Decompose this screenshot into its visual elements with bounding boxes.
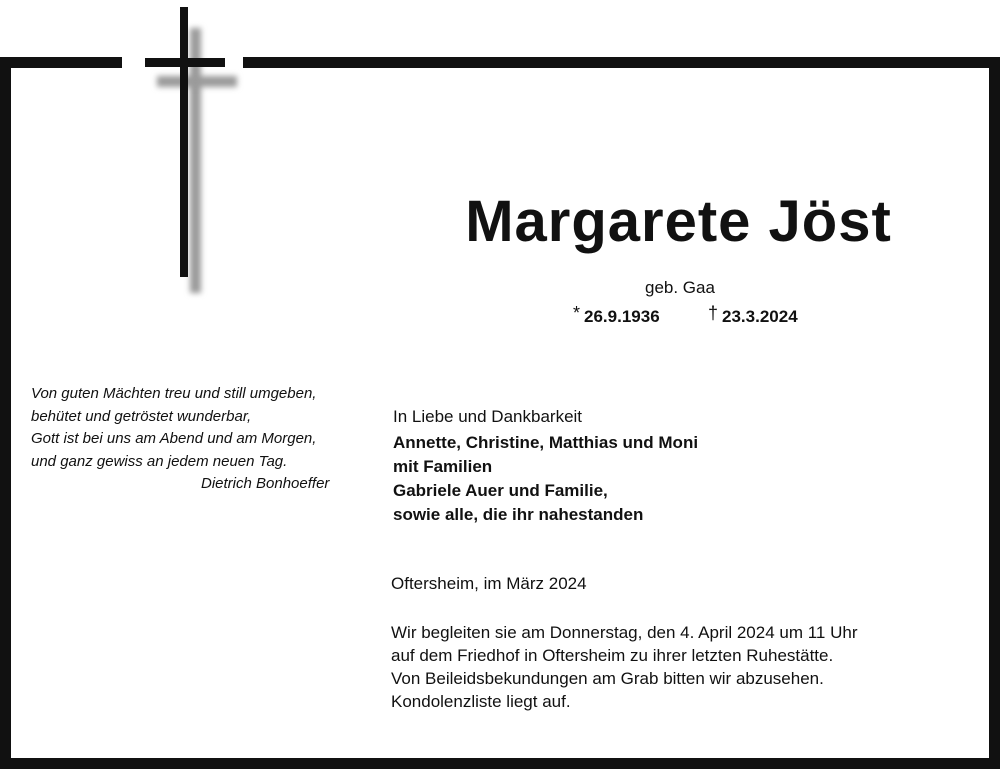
mourners-line: sowie alle, die ihr nahestanden xyxy=(393,505,644,524)
notice-line: auf dem Friedhof in Oftersheim zu ihrer letzten Ruhestätte. xyxy=(391,646,834,665)
mourners-block xyxy=(393,405,698,527)
mourners-line: Annette, Christine, Matthias und Moni xyxy=(393,433,699,452)
frame-border-top-right xyxy=(243,57,1000,68)
death-date: 23.3.2024 xyxy=(722,307,798,326)
death-date-line xyxy=(708,303,798,327)
bonhoeffer-poem xyxy=(31,383,329,496)
frame-border-bottom xyxy=(0,758,1000,769)
poem-line: behütet und getröstet wunderbar, xyxy=(31,407,252,425)
notice-line: Kondolenzliste liegt auf. xyxy=(391,692,571,711)
cross-beam-horizontal xyxy=(145,58,225,67)
mourners-line: Gabriele Auer und Familie, xyxy=(393,481,608,500)
poem-line: Gott ist bei uns am Abend und am Morgen, xyxy=(31,430,317,447)
cross-shadow-horizontal xyxy=(157,76,237,87)
funeral-notice xyxy=(391,621,858,713)
poem-author: Dietrich Bonhoeffer xyxy=(201,475,330,492)
birth-date: 26.9.1936 xyxy=(584,307,660,326)
deceased-name: Margarete Jöst xyxy=(465,189,892,254)
poem-line: Von guten Mächten treu und still umgeben, xyxy=(31,385,317,402)
birth-star-icon: * xyxy=(573,303,581,323)
birth-date-line xyxy=(573,303,660,327)
mourners-line: mit Familien xyxy=(393,457,493,476)
maiden-name: geb. Gaa xyxy=(645,278,715,297)
poem-line: und ganz gewiss an jedem neuen Tag. xyxy=(31,452,288,470)
mourners-intro: In Liebe und Dankbarkeit xyxy=(393,407,583,426)
place-date: Oftersheim, im März 2024 xyxy=(391,574,587,593)
cross-icon xyxy=(0,0,260,310)
frame-border-right xyxy=(989,57,1000,769)
notice-line: Wir begleiten sie am Donnerstag, den 4. April 2024 um 11 Uhr xyxy=(391,623,858,642)
death-dagger-icon: † xyxy=(708,303,719,323)
notice-line: Von Beileidsbekundungen am Grab bitten wir abzusehen. xyxy=(391,669,824,688)
